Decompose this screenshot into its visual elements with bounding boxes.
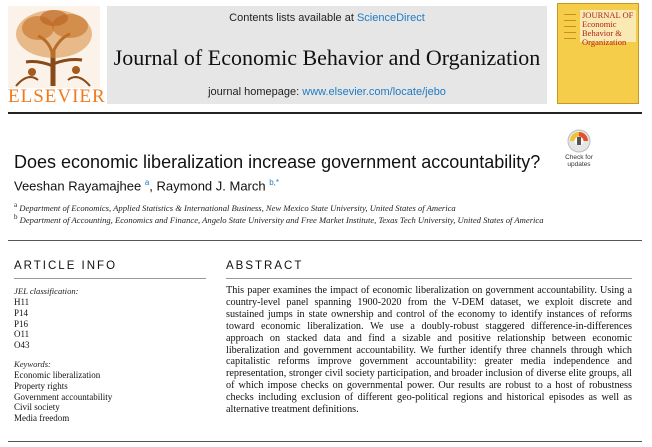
journal-cover-thumbnail[interactable] — [557, 3, 639, 104]
header-rule — [8, 112, 642, 114]
article-title: Does economic liberalization increase government accountability? — [14, 152, 541, 172]
keyword: Property rights — [14, 380, 68, 391]
jel-label: JEL classification: — [14, 286, 79, 296]
cover-stripe — [564, 38, 576, 39]
affiliation-text: Department of Economics, Applied Statistics & International Business, New Mexico State University, United States of America — [19, 202, 456, 213]
affiliation — [14, 212, 624, 226]
journal-header-band — [107, 6, 547, 104]
jel-code: O11 — [14, 329, 30, 340]
journal-title: Journal of Economic Behavior and Organization — [113, 45, 541, 70]
footer-rule — [8, 441, 642, 442]
keyword: Economic liberalization — [14, 370, 101, 380]
author-superscript[interactable]: b,* — [269, 178, 280, 187]
homepage-line — [107, 86, 547, 98]
abstract-heading: ABSTRACT — [226, 260, 304, 272]
abstract-rule — [226, 278, 632, 279]
article-info-rule — [14, 278, 206, 279]
keyword: Media freedom — [14, 413, 70, 424]
keyword: Government accountability — [14, 391, 113, 402]
author-separator: , — [149, 178, 157, 194]
contents-line — [107, 12, 547, 24]
author-list — [14, 178, 279, 193]
author-superscript[interactable]: a — [144, 178, 150, 187]
cover-stripe — [564, 20, 576, 21]
contents-prefix: Contents lists available at — [229, 12, 357, 24]
keyword: Civil society — [14, 402, 60, 413]
affiliation-rule — [8, 240, 642, 241]
check-for-updates-label: Check for updates — [565, 154, 593, 168]
jel-code: O43 — [14, 340, 30, 351]
keywords-label: Keywords: — [14, 359, 51, 369]
cover-stripe — [564, 32, 576, 33]
jel-code: H11 — [14, 297, 30, 307]
homepage-link[interactable]: www.elsevier.com/locate/jebo — [302, 86, 446, 98]
check-for-updates-badge[interactable] — [562, 129, 596, 173]
jel-code-list — [14, 297, 30, 351]
elsevier-tree-icon — [8, 6, 100, 88]
elsevier-logo[interactable] — [8, 6, 106, 107]
cover-stripe — [564, 14, 576, 15]
check-for-updates-icon — [562, 129, 596, 155]
affiliation-text: Department of Accounting, Economics and Finance, Angelo State University and Free Market Institute, Texas Tech University, United States of America — [19, 214, 544, 225]
publisher-name: ELSEVIER — [8, 86, 106, 107]
article-info-heading: ARTICLE INFO — [14, 260, 118, 272]
cover-title: JOURNAL OF Economic Behavior & Organization — [582, 10, 634, 47]
jel-code: P14 — [14, 307, 29, 318]
jel-code: P16 — [14, 318, 29, 329]
author-name[interactable]: Raymond J. March — [156, 178, 266, 194]
cover-stripe — [564, 26, 576, 27]
affiliation-mark: b — [14, 213, 18, 221]
abstract-text: This paper examines the impact of economic liberalization on government accountability. Using a country-level panel spanning 1900-2020 from the V-DEM dataset, we exploit discrete and sustained jumps in state ownership and control of the economy to identify instances of reforms toward economic liberalization. We use a doubly-robust staggered difference-in-differences approach on stacked data and find a sizable and positive relationship between economic liberalization and government accountability. We further identify three channels through which capitalistic reforms improve government accountability: greater media independence and representation, stronger civil society participation, and broader inclusion of diverse elite groups, all of which impose checks on governmental power. Our results are robust to a host of robustness checks including exclusion of different geo-political regions and historical episodes as well as alternative treatment definitions. — [226, 285, 632, 416]
affiliation-mark: a — [14, 201, 18, 209]
author-name[interactable]: Veeshan Rayamajhee — [14, 178, 142, 194]
sciencedirect-link[interactable]: ScienceDirect — [356, 12, 425, 24]
keyword-list — [14, 370, 112, 424]
homepage-prefix: journal homepage: — [208, 86, 303, 98]
